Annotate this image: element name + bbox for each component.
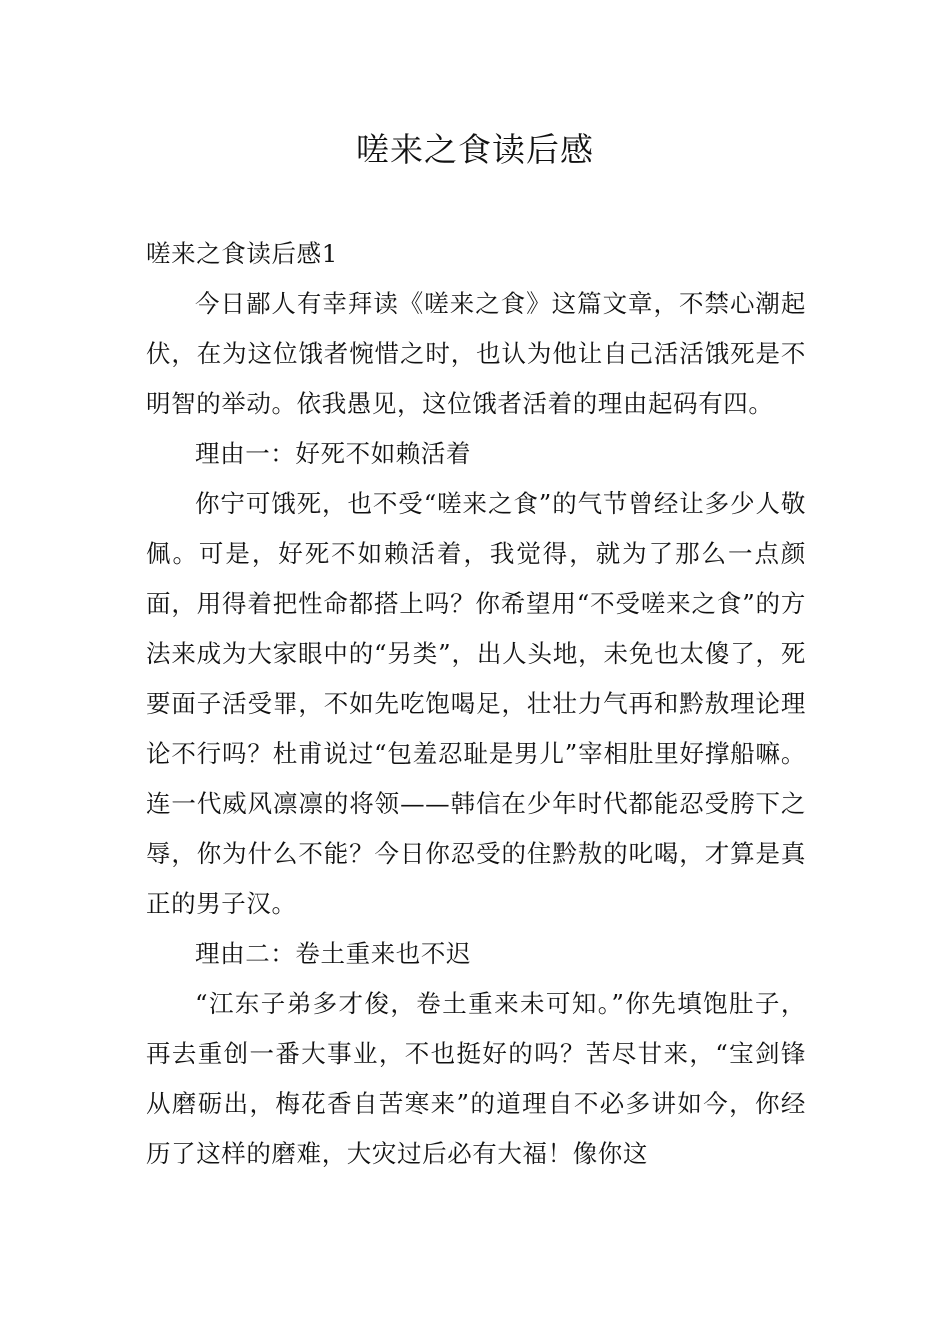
paragraph-intro: 今日鄙人有幸拜读《嗟来之食》这篇文章，不禁心潮起伏，在为这位饿者惋惜之时，也认为他让自己活活饿死是不明智的举动。依我愚见，这位饿者活着的理由起码有四。 [146,289,806,418]
document-body [146,229,806,1179]
section-heading: 嗟来之食读后感1 [146,239,338,268]
paragraph-reason-one: 你宁可饿死，也不受“嗟来之食”的气节曾经让多少人敬佩。可是，好死不如赖活着，我觉得，就为了那么一点颜面，用得着把性命都搭上吗？你希望用“不受嗟来之食”的方法来成为大家眼中的“另类”，出人头地，未免也太傻了，死要面子活受罪，不如先吃饱喝足，壮壮力气再和黔敖理论理论不行吗？杜甫说过“包羞忍耻是男儿”宰相肚里好撑船嘛。连一代威风凛凛的将领——韩信在少年时代都能忍受胯下之辱，你为什么不能？今日你忍受的住黔敖的叱喝，才算是真正的男子汉。 [146,489,806,918]
paragraph-reason-two: “江东子弟多才俊，卷土重来未可知。”你先填饱肚子，再去重创一番大事业，不也挺好的吗？苦尽甘来，“宝剑锋从磨砺出，梅花香自苦寒来”的道理自不必多讲如今，你经历了这样的磨难，大灾过后必有大福！像你这 [146,989,806,1168]
reason-one-heading: 理由一：好死不如赖活着 [195,439,472,468]
reason-two-heading: 理由二：卷土重来也不迟 [195,939,472,968]
page-title: 嗟来之食读后感 [356,130,594,169]
